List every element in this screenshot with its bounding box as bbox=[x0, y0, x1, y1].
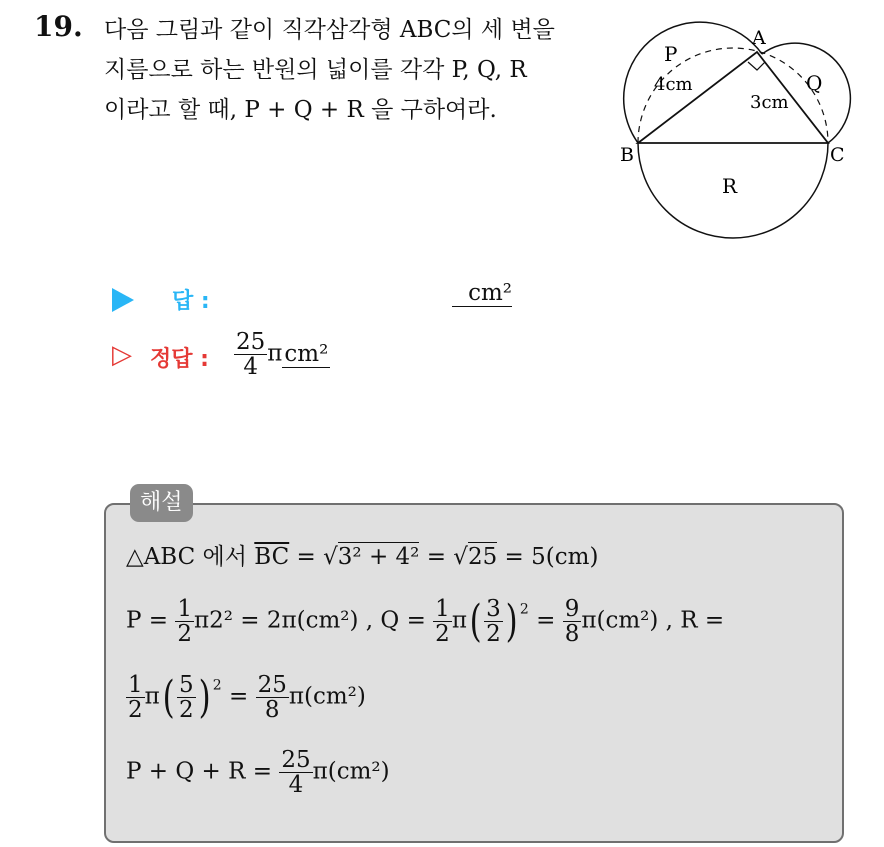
s3-res-tail: π(cm²) bbox=[288, 683, 366, 710]
answer-label: 답 : bbox=[172, 289, 210, 314]
s2-p-mid: π2² = 2π(cm²) , Q = bbox=[194, 607, 434, 634]
s2-lparen: ( bbox=[469, 596, 482, 647]
correct-answer-value bbox=[234, 330, 330, 379]
s4-res-tail: π(cm²) bbox=[312, 758, 390, 785]
question-text bbox=[104, 10, 604, 130]
s4-lhs: P + Q + R = bbox=[126, 758, 280, 785]
correct-pi: π bbox=[267, 340, 283, 367]
s3-frac-den: 2 bbox=[178, 697, 194, 723]
solution-line-4 bbox=[126, 748, 390, 797]
s2-q-frac-num: 3 bbox=[486, 595, 501, 622]
side-ac-label: 3cm bbox=[750, 92, 789, 113]
outline-arrow-icon: ▷ bbox=[112, 340, 132, 370]
s3-res-den: 8 bbox=[264, 697, 280, 723]
s2-q-res bbox=[563, 597, 582, 646]
s3-exp: 2 bbox=[212, 677, 222, 694]
s2-q-res-tail: π(cm²) , R = bbox=[581, 607, 725, 634]
vertex-c-label: C bbox=[830, 144, 845, 166]
s1-eq1: = √ bbox=[289, 544, 338, 570]
s1-bc: $\overline{BC}$ bbox=[254, 544, 290, 570]
s1-eq2: = √ bbox=[419, 544, 468, 570]
answer-row bbox=[112, 280, 512, 314]
s4-res bbox=[279, 748, 312, 797]
answer-blank[interactable] bbox=[452, 280, 512, 307]
s2-q-frac bbox=[484, 597, 503, 646]
s2-q-pi: π bbox=[451, 607, 467, 634]
s3-res bbox=[256, 673, 289, 722]
right-angle-mark bbox=[748, 62, 765, 70]
region-r-label: R bbox=[722, 174, 738, 198]
vertex-a-label: A bbox=[752, 27, 766, 49]
question-number: 19. bbox=[34, 10, 83, 43]
play-arrow-icon bbox=[112, 288, 134, 312]
s3-rparen: ) bbox=[198, 672, 211, 723]
s2-q-eq: = bbox=[528, 607, 563, 634]
s2-p-half bbox=[175, 597, 194, 646]
s2-p-half-num: 1 bbox=[177, 595, 193, 622]
correct-fraction bbox=[234, 330, 267, 379]
s3-frac-num: 5 bbox=[178, 671, 194, 698]
s4-res-den: 4 bbox=[288, 772, 304, 799]
s3-half-den: 2 bbox=[128, 697, 143, 723]
question-line-2: 지름으로 하는 반원의 넓이를 각각 P, Q, R bbox=[104, 57, 527, 83]
s2-p-lhs: P = bbox=[126, 607, 176, 634]
s2-q-res-num: 9 bbox=[564, 595, 580, 622]
solution-tag: 해설 bbox=[130, 484, 193, 522]
s3-lparen: ( bbox=[162, 672, 175, 723]
region-p-label: P bbox=[664, 42, 678, 66]
s1-result: = 5(cm) bbox=[497, 544, 599, 570]
correct-answer-label: 정답 : bbox=[150, 347, 209, 372]
semicircle-p bbox=[624, 22, 762, 143]
solution-line-3 bbox=[126, 672, 366, 723]
s2-rparen: ) bbox=[505, 596, 518, 647]
s3-half bbox=[126, 673, 145, 722]
s1-rad2: 25 bbox=[467, 544, 498, 570]
s3-eq: = bbox=[221, 683, 256, 710]
s2-q-half bbox=[433, 597, 452, 646]
question-line-3: 이라고 할 때, P + Q + R 을 구하여라. bbox=[104, 97, 497, 123]
vertex-b-label: B bbox=[620, 144, 634, 166]
answer-unit: cm² bbox=[468, 280, 512, 306]
region-q-label: Q bbox=[806, 71, 823, 95]
s1-rad1: 3² + 4² bbox=[337, 544, 420, 570]
correct-num: 25 bbox=[236, 329, 266, 355]
s2-q-half-den: 2 bbox=[435, 621, 450, 647]
triangle-semicircle-figure bbox=[612, 20, 862, 245]
s3-frac bbox=[177, 673, 196, 722]
s2-q-half-num: 1 bbox=[435, 595, 450, 622]
s2-p-half-den: 2 bbox=[177, 621, 193, 647]
correct-unit: cm² bbox=[284, 340, 329, 367]
question-line-1: 다음 그림과 같이 직각삼각형 ABC의 세 변을 bbox=[104, 17, 555, 43]
s2-q-frac-den: 2 bbox=[486, 621, 501, 647]
s2-q-res-den: 8 bbox=[564, 621, 580, 647]
correct-den: 4 bbox=[243, 354, 258, 381]
s3-pi: π bbox=[144, 683, 160, 710]
solution-line-1 bbox=[126, 538, 598, 571]
s2-q-exp: 2 bbox=[519, 601, 529, 618]
correct-answer-row bbox=[112, 329, 329, 381]
s3-half-num: 1 bbox=[128, 671, 143, 698]
s4-res-num: 25 bbox=[281, 747, 311, 773]
s3-res-num: 25 bbox=[257, 671, 287, 698]
solution-line-2 bbox=[126, 596, 724, 647]
s1-pre: △ABC 에서 bbox=[126, 544, 255, 570]
side-ab-label: 4cm bbox=[654, 74, 693, 95]
